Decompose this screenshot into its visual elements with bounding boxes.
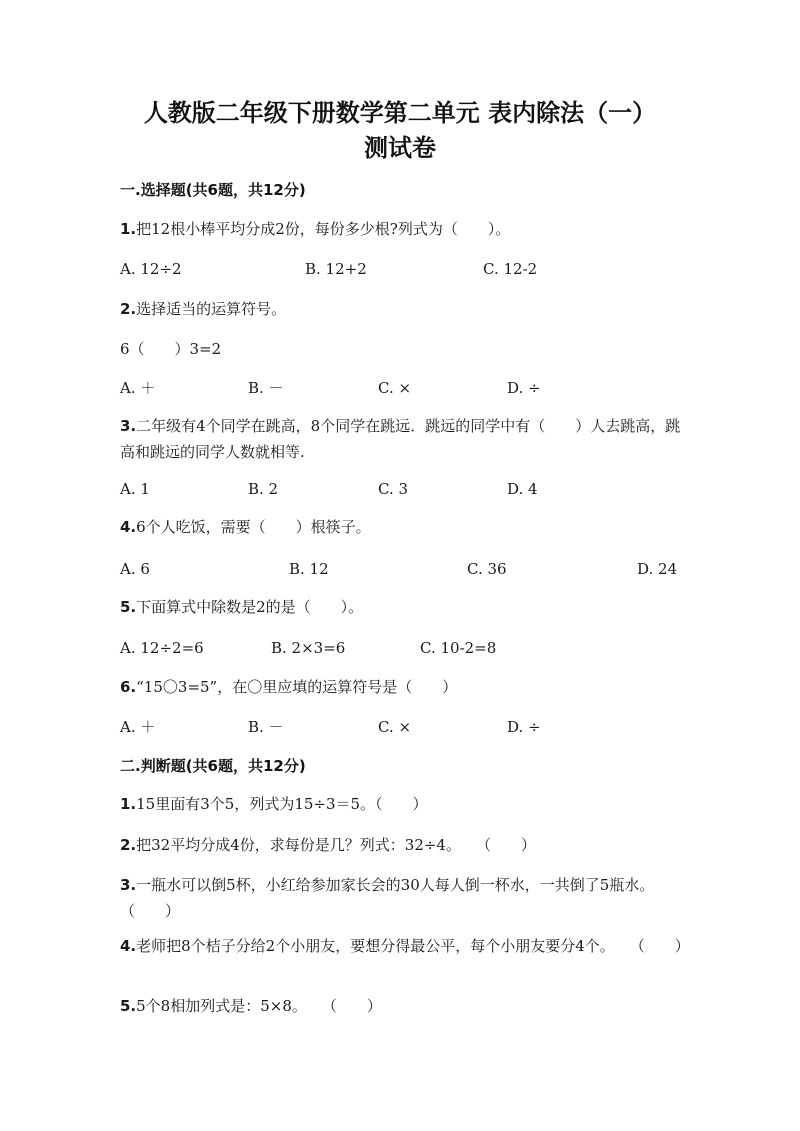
- judgement-question-2: [120, 832, 690, 858]
- q2-option-c: C. ×: [378, 379, 412, 397]
- q6-option-d: D. ÷: [507, 718, 541, 736]
- question-text: 选择适当的运算符号。: [136, 300, 287, 318]
- q3-option-d: D. 4: [507, 480, 538, 498]
- q3-option-c: C. 3: [378, 480, 409, 498]
- question-number: 2.: [120, 836, 137, 854]
- q1-option-a: A. 12÷2: [120, 260, 182, 278]
- question-number: 3.: [120, 417, 137, 435]
- section-heading-choice: 一.选择题(共6题，共12分): [120, 181, 306, 199]
- question-number: 1.: [120, 795, 137, 813]
- q1-option-b: B. 12+2: [305, 260, 367, 278]
- question-text: 6个人吃饭，需要（ ）根筷子。: [136, 518, 371, 536]
- q4-option-d: D. 24: [637, 560, 678, 578]
- q4-option-c: C. 36: [467, 560, 507, 578]
- question-4: [120, 514, 690, 540]
- q2-option-a: A. ＋: [120, 379, 156, 397]
- section-heading-judgement: 二.判断题(共6题，共12分): [120, 757, 306, 775]
- question-text: 把32平均分成4份，求每份是几？列式：32÷4。 （ ）: [136, 836, 536, 854]
- judgement-question-5: [120, 993, 690, 1019]
- q5-option-a: A. 12÷2=6: [120, 639, 204, 657]
- q5-option-c: C. 10-2=8: [420, 639, 497, 657]
- question-1: [120, 216, 690, 242]
- q3-option-b: B. 2: [248, 480, 279, 498]
- title-line-1: 人教版二年级下册数学第二单元 表内除法（一）: [143, 99, 657, 127]
- q5-option-b: B. 2×3=6: [271, 639, 346, 657]
- question-text: 把12根小棒平均分成2份，每份多少根?列式为（ ）。: [136, 220, 511, 238]
- judgement-question-1: [120, 791, 690, 817]
- question-number: 4.: [120, 518, 137, 536]
- question-number: 1.: [120, 220, 137, 238]
- question-text: 二年级有4个同学在跳高，8个同学在跳远．跳远的同学中有（ ）人去跳高，跳高和跳远的同学人数就相等.: [120, 417, 681, 461]
- question-2: [120, 296, 690, 322]
- q6-option-a: A. ＋: [120, 718, 156, 736]
- question-number: 6.: [120, 678, 137, 696]
- title-line-2: 测试卷: [364, 134, 436, 162]
- q3-option-a: A. 1: [120, 480, 150, 498]
- question-text: 15里面有3个5，列式为15÷3＝5。（ ）: [136, 795, 428, 813]
- q2-option-b: B. －: [248, 379, 284, 397]
- judgement-question-4: [120, 933, 690, 959]
- question-number: 2.: [120, 300, 137, 318]
- question-number: 5.: [120, 997, 137, 1015]
- q6-option-b: B. －: [248, 718, 284, 736]
- question-text: “15〇3=5”，在〇里应填的运算符号是（ ）: [136, 678, 458, 696]
- judgement-question-3: [120, 872, 690, 924]
- q4-option-a: A. 6: [120, 560, 150, 578]
- question-text: 下面算式中除数是2的是（ ）。: [136, 598, 364, 616]
- question-number: 3.: [120, 876, 137, 894]
- question-text: 5个8相加列式是：5×8。 （ ）: [136, 997, 382, 1015]
- question-text: 一瓶水可以倒5杯，小红给参加家长会的30人每人倒一杯水，一共倒了5瓶水。 （ ）: [120, 876, 677, 920]
- q6-option-c: C. ×: [378, 718, 412, 736]
- q1-option-c: C. 12-2: [483, 260, 538, 278]
- question-6: [120, 674, 690, 700]
- question-number: 4.: [120, 937, 137, 955]
- q4-option-b: B. 12: [289, 560, 329, 578]
- q2-expression: 6（ ）3=2: [120, 340, 222, 358]
- question-3: [120, 413, 690, 465]
- q2-option-d: D. ÷: [507, 379, 541, 397]
- question-text: 老师把8个桔子分给2个小朋友，要想分得最公平，每个小朋友要分4个。 （ ）: [136, 937, 690, 955]
- question-5: [120, 594, 690, 620]
- question-number: 5.: [120, 598, 137, 616]
